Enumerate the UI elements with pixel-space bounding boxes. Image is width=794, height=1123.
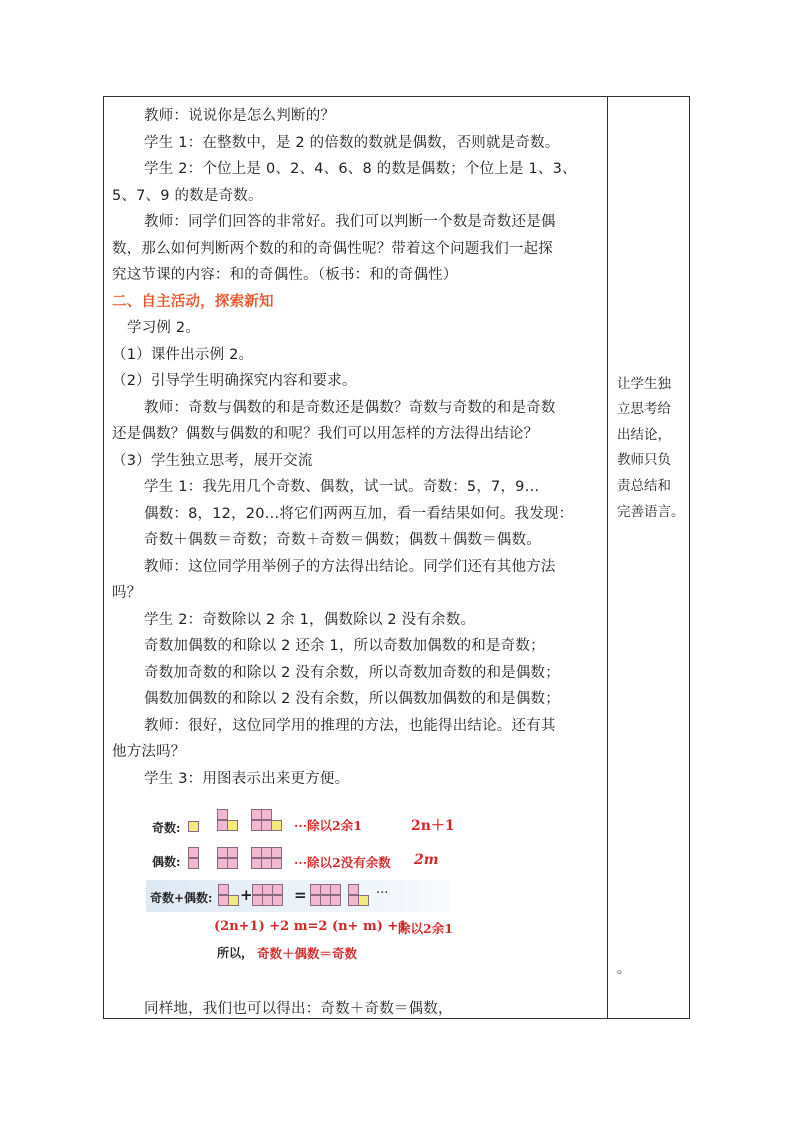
paragraph: 他方法吗？	[112, 744, 186, 760]
equation-note: 除以2余1	[398, 921, 453, 936]
paragraph: 学生 2：个位上是 0、2、4、6、8 的数是偶数；个位上是 1、3、	[144, 161, 577, 177]
sum-odd-square	[218, 884, 240, 908]
paragraph: 学生 1：我先用几个奇数、偶数，试一试。奇数：5，7，9…	[144, 479, 540, 495]
odd-label: 奇数:	[152, 821, 181, 835]
side-note-mark: 。	[617, 961, 631, 977]
paragraph: 教师：这位同学用举例子的方法得出结论。同学们还有其他方法	[144, 559, 556, 575]
result-even-square	[310, 884, 344, 908]
conclusion: 奇数＋偶数＝奇数	[257, 946, 358, 961]
odd-square-3	[217, 809, 239, 833]
paragraph: 教师：同学们回答的非常好。我们可以判断一个数是奇数还是偶	[144, 214, 556, 230]
odd-note: ···除以2余1	[294, 818, 362, 833]
equation: (2n+1) +2 m=2 (n+ m) +1	[214, 919, 408, 934]
conclusion-prefix: 所以，	[217, 946, 254, 960]
lesson-table	[103, 96, 690, 1019]
paragraph: 奇数＋偶数＝奇数；奇数＋奇数＝偶数；偶数＋偶数＝偶数。	[144, 532, 541, 548]
ellipsis: ···	[376, 886, 389, 901]
paragraph: 学生 3：用图表示出来更方便。	[144, 771, 350, 787]
paragraph: 究这节课的内容：和的奇偶性。（板书：和的奇偶性）	[112, 267, 458, 283]
even-label: 偶数:	[152, 855, 181, 869]
paragraph: （1）课件出示例 2。	[112, 347, 254, 363]
paragraph: 同样地，我们也可以得出：奇数＋奇数＝偶数，	[144, 1001, 453, 1017]
paragraph: （2）引导学生明确探究内容和要求。	[112, 373, 357, 389]
side-note-line: 完善语言。	[617, 504, 685, 520]
even-square-2	[188, 847, 200, 871]
paragraph: 还是偶数？偶数与偶数的和呢？我们可以用怎样的方法得出结论？	[112, 426, 539, 442]
paragraph: 教师：说说你是怎么判断的？	[144, 108, 336, 124]
paragraph: 奇数加奇数的和除以 2 没有余数，所以奇数加奇数的和是偶数；	[144, 665, 560, 681]
side-note-line: 责总结和	[617, 478, 671, 494]
equals-sign: =	[294, 886, 307, 904]
even-square-4	[217, 847, 239, 871]
paragraph: 吗？	[112, 585, 142, 601]
even-formula: 2m	[414, 852, 439, 868]
side-note-line: 出结论，	[617, 427, 671, 443]
paragraph: 学习例 2。	[127, 320, 201, 336]
side-note-line: 立思考给	[617, 401, 671, 417]
sum-label: 奇数+偶数:	[150, 891, 213, 905]
paragraph: 5、7、9 的数是奇数。	[112, 188, 263, 204]
paragraph: 偶数：8，12，20…将它们两两互加，看一看结果如何。我发现：	[144, 506, 574, 522]
paragraph: 数，那么如何判断两个数的和的奇偶性呢？带着这个问题我们一起探	[112, 241, 553, 257]
even-note: ···除以2没有余数	[294, 855, 391, 870]
section-heading: 二、自主活动，探索新知	[112, 294, 274, 310]
paragraph: （3）学生独立思考，展开交流	[112, 453, 313, 469]
column-divider	[607, 97, 608, 1018]
paragraph: 奇数加偶数的和除以 2 还余 1，所以奇数加偶数的和是奇数；	[144, 638, 545, 654]
paragraph: 学生 2：奇数除以 2 余 1，偶数除以 2 没有余数。	[144, 612, 476, 628]
odd-formula: 2n＋1	[411, 818, 455, 834]
paragraph: 偶数加偶数的和除以 2 没有余数，所以偶数加偶数的和是偶数；	[144, 691, 560, 707]
paragraph: 学生 1：在整数中，是 2 的倍数的数就是偶数，否则就是奇数。	[144, 135, 560, 151]
even-square-6	[251, 847, 285, 871]
odd-square-5	[251, 809, 285, 833]
paragraph: 教师：奇数与偶数的和是奇数还是偶数？奇数与奇数的和是奇数	[144, 400, 556, 416]
odd-square-1	[188, 821, 200, 833]
sum-even-square	[252, 884, 286, 908]
result-odd-square	[348, 884, 370, 908]
side-note-line: 教师只负	[617, 452, 671, 468]
parity-figure	[142, 802, 492, 972]
plus-sign: +	[240, 886, 253, 904]
paragraph: 教师：很好，这位同学用的推理的方法，也能得出结论。还有其	[144, 718, 556, 734]
side-note-line: 让学生独	[617, 376, 671, 392]
